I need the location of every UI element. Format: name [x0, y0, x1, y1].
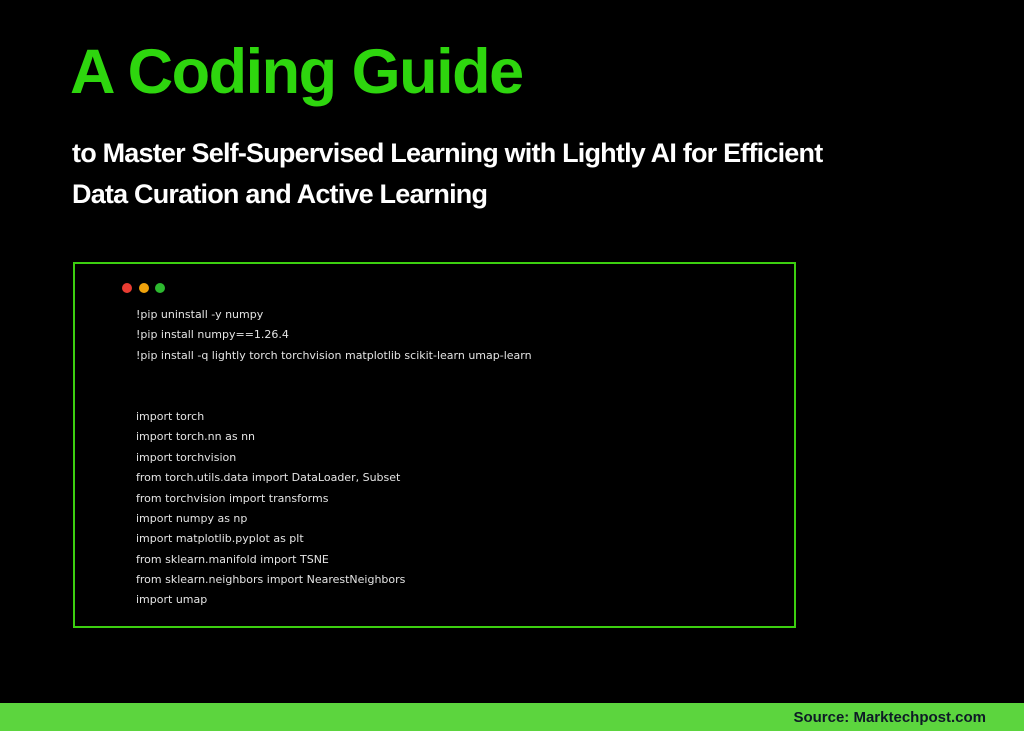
source-credit: Source: Marktechpost.com: [793, 708, 986, 726]
code-line: !pip install -q lightly torch torchvision matplotlib scikit-learn umap-learn: [136, 348, 532, 362]
code-line: import torch.nn as nn: [136, 430, 256, 444]
code-line: import matplotlib.pyplot as plt: [136, 532, 304, 546]
code-line: !pip install numpy==1.26.4: [136, 328, 289, 342]
code-line: import torch: [136, 409, 205, 423]
code-line: !pip uninstall -y numpy: [136, 308, 264, 321]
code-line: import numpy as np: [136, 511, 248, 525]
code-line: import umap: [136, 593, 208, 607]
code-line: [136, 387, 532, 407]
minimize-icon: [139, 283, 149, 293]
page-subtitle: [72, 133, 822, 215]
close-icon: [122, 283, 132, 293]
code-line: import torchvision: [136, 450, 237, 464]
code-line: from torch.utils.data import DataLoader, Subset: [136, 471, 401, 485]
footer-bar: [0, 703, 1024, 731]
subtitle-line-1: to Master Self-Supervised Learning with Lightly AI for Efficient: [72, 138, 823, 168]
code-window: [73, 262, 796, 628]
subtitle-line-2: Data Curation and Active Learning: [72, 179, 488, 209]
traffic-lights: [122, 283, 165, 293]
code-line: from sklearn.neighbors import NearestNeighbors: [136, 573, 406, 587]
code-line: from torchvision import transforms: [136, 491, 329, 505]
code-line: [136, 366, 532, 386]
page-title: A Coding Guide: [70, 37, 523, 107]
code-block: [136, 305, 532, 611]
code-line: from sklearn.manifold import TSNE: [136, 552, 329, 566]
maximize-icon: [155, 283, 165, 293]
